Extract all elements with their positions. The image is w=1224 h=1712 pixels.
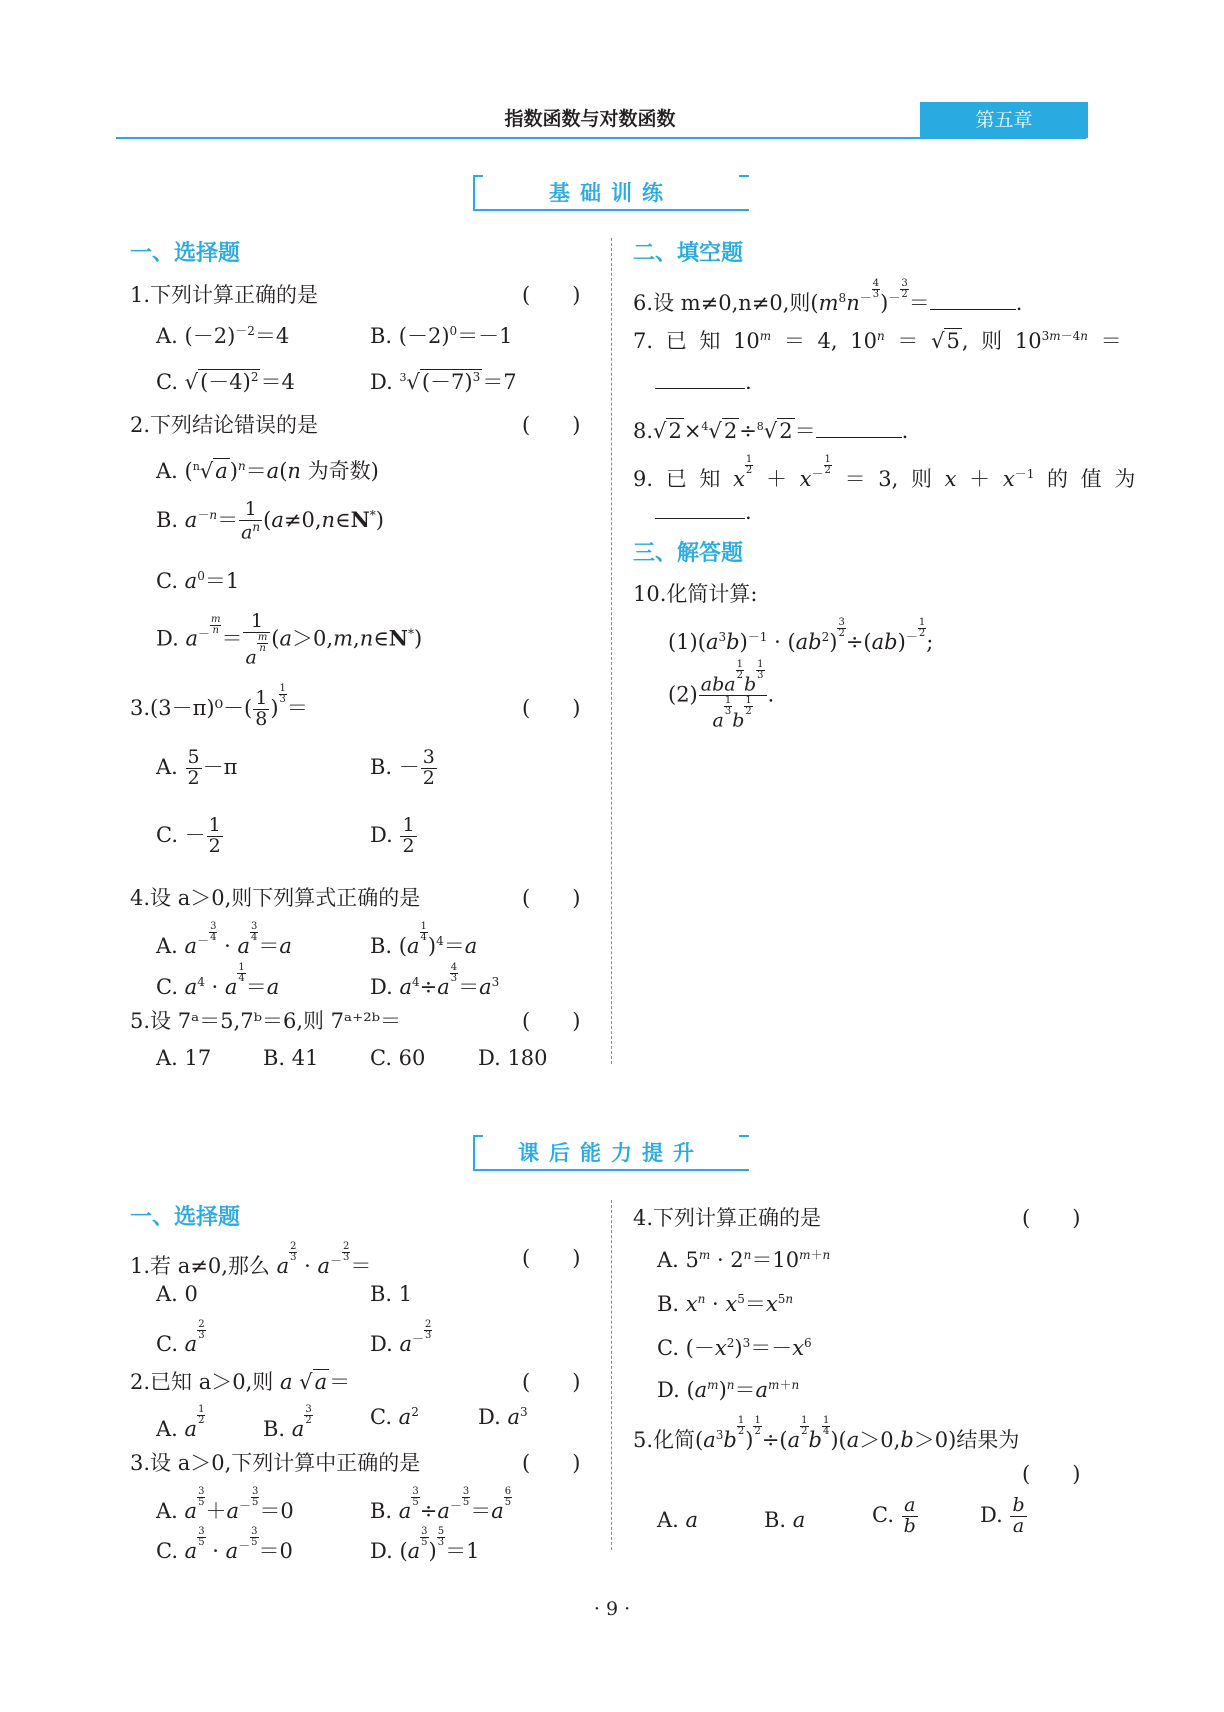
a-q4-c: C. $(-x^2)^3=-x^6$ (657, 1336, 812, 1360)
column-divider-top (611, 238, 612, 1064)
a-q1-stem: 1.若 a≠0,那么 a $^{\frac{2}{3}}$ · $a^{- \frac{2}{3}}$ ＝ (130, 1241, 372, 1278)
b-q1-paren: ( ) (522, 283, 581, 307)
section-title-box-advanced (473, 1137, 749, 1171)
heading-choice-basic: 一、选择题 (130, 241, 241, 266)
b-q7: 7. 已 知 $10^m = 4$, $10^n = √5$, 则 $10^{3m-4n}$ ＝ (633, 329, 1122, 353)
b-q5-c: C. 60 (370, 1046, 426, 1070)
b-q9-blank: . (655, 500, 752, 524)
b-q4-stem: 4.设 a＞0,则下列算式正确的是 (130, 886, 421, 910)
a-q4-d: D. $(a^m)^n=a^{m+n}$ (657, 1378, 800, 1402)
a-q5-d: D. $\frac{b}{a}$ (980, 1494, 1025, 1537)
b-q2-a: A. $(^n√a)^n=a(n$ 为奇数) (156, 459, 379, 483)
b-q5-stem: 5.设 7ᵃ＝5,7ᵇ＝6,则 7ᵃ⁺²ᵇ＝ (130, 1009, 402, 1033)
b-q1-a: A. $(-2)^{-2}=4$ (156, 324, 290, 348)
b-q10-1: $(1)(a^3b)^{-1} \cdot (ab^2)$ $^{\frac{3}{2}}$ ÷(ab)$^{- \frac{1}{2}}$ ; (668, 617, 934, 654)
b-q4-d: D. $a^4\div a$ $^{\frac{4}{3}}$ $=a^3$ (370, 962, 500, 999)
page-number: · 9 · (593, 1598, 631, 1620)
a-q2-a: A. a $^{\frac{1}{2}}$ (156, 1404, 205, 1441)
a-q5-stem: 5.化简($a^3b$ $^{\frac{1}{2}}$ ) $^{\frac{1}{2}}$ ÷(a $^{\frac{1}{2}}$ b $^{\frac{1}{4}}$ )(a＞0,b＞0)结果为 (633, 1415, 1020, 1452)
a-q3-d: D. (a $^{\frac{3}{5}}$ ) $^{\frac{5}{3}}$ ＝1 (370, 1526, 480, 1563)
a-q3-b: B. a $^{\frac{3}{5}}$ $\div a^{- \frac{3}{5}}$ ＝a $^{\frac{6}{5}}$ (370, 1486, 512, 1523)
heading-answer: 三、解答题 (633, 541, 744, 566)
b-q1-b: B. $(-2)^0=-1$ (370, 324, 513, 348)
b-q5-paren: ( ) (522, 1009, 581, 1033)
b-q8: 8.√2×$^4$√2÷$^8$√2＝ . (633, 419, 909, 443)
b-q10-stem: 10.化简计算: (633, 582, 758, 606)
b-q2-c: C. $a^0=1$ (156, 569, 240, 593)
b-q3-paren: ( ) (522, 696, 581, 720)
header-rule (116, 137, 1086, 139)
heading-fill: 二、填空题 (633, 241, 744, 266)
b-q7-blank: . (655, 370, 752, 394)
a-q1-b: B. 1 (370, 1282, 413, 1306)
b-q1-stem: 1.下列计算正确的是 (130, 283, 319, 307)
a-q2-b: B. a $^{\frac{3}{2}}$ (263, 1404, 312, 1441)
a-q2-d: D. $a^3$ (478, 1405, 528, 1429)
a-q3-stem: 3.设 a＞0,下列计算中正确的是 (130, 1451, 421, 1475)
b-q3-d: D. $\frac{1}{2}$ (370, 814, 415, 857)
a-q4-paren: ( ) (1022, 1206, 1081, 1230)
chapter-tab: 第五章 (920, 102, 1088, 138)
a-q5-a: A. a (657, 1508, 699, 1532)
a-q1-d: D. $a^{- \frac{2}{3}}$ (370, 1319, 432, 1356)
b-q3-b: B. － $\frac{3}{2}$ (370, 746, 435, 789)
b-q5-b: B. 41 (263, 1046, 319, 1070)
column-divider-bottom (611, 1200, 612, 1550)
heading-choice-advanced: 一、选择题 (130, 1205, 241, 1230)
b-q1-d: D. $^3√(-7)^3=7$ (370, 370, 517, 394)
b-q2-stem: 2.下列结论错误的是 (130, 413, 319, 437)
b-q5-d: D. 180 (478, 1046, 548, 1070)
b-q5-a: A. 17 (156, 1046, 212, 1070)
section-title-box-basic (473, 177, 749, 211)
b-q3-stem: 3.(3－π)⁰－( $\frac{1}{8}$ ) $^{\frac{1}{3}}$ ＝ (130, 683, 308, 730)
a-q3-c: C. a $^{\frac{3}{5}}$ · $a^{- \frac{3}{5}}$ ＝0 (156, 1526, 293, 1563)
b-q3-a: A. $\frac{5}{2}$ －π (156, 746, 238, 789)
a-q5-b: B. a (764, 1508, 806, 1532)
a-q3-paren: ( ) (522, 1451, 581, 1475)
a-q3-a: A. a $^{\frac{3}{5}}$ $+a^{- \frac{3}{5}}$ ＝0 (156, 1486, 294, 1523)
a-q4-a: A. $5^m \cdot 2^n=10^{m+n}$ (657, 1248, 831, 1272)
a-q4-stem: 4.下列计算正确的是 (633, 1206, 822, 1230)
a-q5-c: C. $\frac{a}{b}$ (872, 1494, 916, 1537)
a-q1-paren: ( ) (522, 1246, 581, 1270)
a-q2-paren: ( ) (522, 1370, 581, 1394)
a-q1-a: A. 0 (156, 1282, 198, 1306)
b-q2-paren: ( ) (522, 413, 581, 437)
a-q2-c: C. $a^2$ (370, 1405, 419, 1429)
a-q2-stem: 2.已知 a＞0,则 a √a＝ (130, 1370, 351, 1394)
b-q10-2: (2) aba $^{\frac{1}{2}}$ b $^{\frac{1}{3}}$ a $^{\frac{1}{3}}$ b $^{\frac{1}{2}}$ . (668, 659, 775, 732)
b-q1-c: C. $√(-4)^2=4$ (156, 370, 295, 394)
a-q4-b: B. $x^n \cdot x^5=x^{5n}$ (657, 1292, 794, 1316)
section-title-advanced: 课后能力提升 (518, 1141, 704, 1165)
b-q2-b: B. $a^{-n}=$ $\frac{1}{a^n}$ (a≠0,n∈N*) (156, 498, 384, 544)
b-q4-b: B. (a $^{\frac{1}{4}}$ )$^4$＝a (370, 921, 478, 958)
a-q1-c: C. a $^{\frac{2}{3}}$ (156, 1319, 205, 1356)
b-q6: 6.设 m≠0,n≠0,则($m^8n^{- \frac{4}{3}}$ )$^{- \frac{3}{2}}$ ＝ . (633, 278, 1023, 315)
a-q5-paren: ( ) (1022, 1462, 1081, 1486)
running-header-title: 指数函数与对数函数 (504, 108, 676, 130)
b-q4-a: A. $a^{- \frac{3}{4}}$ · a $^{\frac{3}{4}}$ ＝a (156, 921, 292, 958)
b-q9: 9. 已 知 x $^{\frac{1}{2}}$ ＋ $x^{- \frac{1}{2}}$ ＝ 3, 则 $x + x^{-1}$ 的 值 为 (633, 454, 1136, 491)
b-q2-d: D. $a^{- \frac{m}{n}}$ ＝ 1 a $^{\frac{m}{n}}$ (a＞0,m,n∈N*) (156, 610, 423, 669)
b-q3-c: C. － $\frac{1}{2}$ (156, 814, 221, 857)
b-q4-c: C. $a^4 \cdot a$ $^{\frac{1}{4}}$ ＝a (156, 962, 280, 999)
section-title-basic: 基础训练 (549, 181, 673, 205)
b-q4-paren: ( ) (522, 886, 581, 910)
